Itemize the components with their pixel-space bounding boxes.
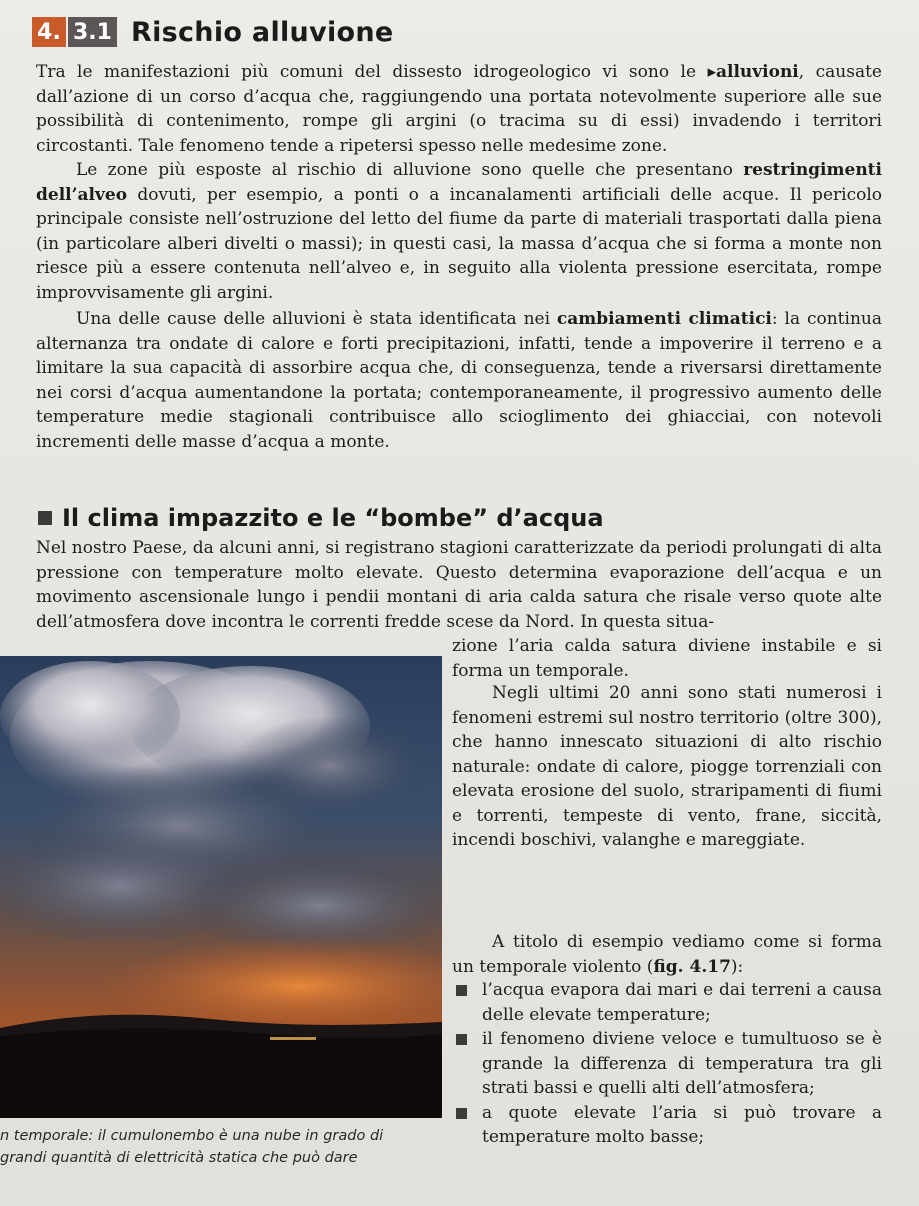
list-item: il fenomeno diviene veloce e tumultuoso se è grande la differenza di temperatura tra gli strati bassi e quelli alti dell’atmosfera; [452,1027,882,1101]
paragraph-alluvioni [36,60,882,158]
paragraph-alta-pressione: Nel nostro Paese, da alcuni anni, si registrano stagioni caratterizzate da periodi prolungati di alta pressione con temperature molto elevate. Questo determina evaporazione dell’acqua e un movimento ascensionale lungo i pendii montani di aria calda satura che risale verso quote alte dell’atmosfera dove incontra le correnti fredde scese da Nord. In questa situa- [36,538,882,632]
chapter-badge: 4. [32,17,66,47]
keyword-alluvioni: ▸alluvioni [707,62,799,82]
bullet-list [452,978,882,1150]
paragraph-zone-esposte [36,158,882,305]
figure-reference: fig. 4.17 [653,956,731,977]
paragraph-text: Tra le manifestazioni più comuni del dissesto idrogeologico vi sono le [36,62,708,82]
list-item: a quote elevate l’aria si può trovare a temperature molto basse; [452,1101,882,1150]
keyword-restringimenti: restringimenti dell’alveo [36,160,882,205]
square-bullet-icon [456,985,467,996]
subsection-heading [38,504,604,532]
list-item: l’acqua evapora dai mari e dai terreni a causa delle elevate temperature; [452,978,882,1027]
keyword-cambiamenti-climatici: cambiamenti climatici [556,309,772,329]
paragraph-temporale: zione l’aria calda satura diviene instabile e si forma un temporale. [452,636,882,681]
paragraph-text: , causate dall’azione di un corso d’acqua che, raggiungendo una portata notevolmente superiore alle sue possibilità di contenimento, rompe gli argini (o tracima su di essi) invadendo i territori circostanti. Tale fenomeno tende a ripetersi spesso nelle medesime zone. [36,62,882,156]
cumulonimbus-photo [0,656,442,1118]
paragraph-cause-climatiche [36,307,882,454]
subsection-title: Il clima impazzito e le “bombe” d’acqua [62,504,604,532]
square-bullet-icon [38,511,52,525]
paragraph-text: Le zone più esposte al rischio di alluvione sono quelle che presentano [76,160,744,180]
paragraph-text: dovuti, per esempio, a ponti o a incanalamenti artificiali delle acque. Il pericolo principale consiste nell’ostruzione del letto del fiume da parte di materiali trasportati dalla piena (in particolare alberi divelti o massi); in questi casi, la massa d’acqua che si forma a monte non riesce più a essere contenuta nell’alveo e, in seguito alla violenta pressione esercitata, rompe improvvisamente gli argini. [36,184,882,303]
section-title: Rischio alluvione [130,16,394,48]
square-bullet-icon [456,1034,467,1045]
paragraph-text: A titolo di esempio vediamo come si forma un temporale violento ( [452,932,882,977]
section-number-badge: 3.1 [68,17,117,47]
paragraph-text: Una delle cause delle alluvioni è stata identificata nei [76,309,557,329]
paragraph-text: ): [730,956,744,977]
paragraph-esempio [452,930,882,979]
storm-cloud-image [0,656,442,1118]
paragraph-fenomeni-estremi: Negli ultimi 20 anni sono stati numerosi i fenomeni estremi sul nostro territorio (oltre 300), che hanno innescato situazioni di alto rischio naturale: ondate di calore, piogge torrenziali con elevata erosione del suolo, straripamenti di fiumi e torrenti, tempeste di vento, frane, siccità, incendi boschivi, valanghe e mareggiate. [452,683,882,850]
paragraph-text: : la continua alternanza tra ondate di calore e forti precipitazioni, infatti, tende a impoverire il terreno e a limitare la sua capacità di assorbire acqua che, di conseguenza, tende a riversarsi direttamente nei corsi d’acqua aumentandone la portata; contemporaneamente, il progressivo aumento delle temperature medie stagionali contribuisce allo scioglimento dei ghiacciai, con notevoli incrementi delle masse d’acqua a monte. [36,309,882,452]
photo-caption: n temporale: il cumulonembo è una nube in grado di grandi quantità di elettricità statica che può dare [0,1128,384,1166]
square-bullet-icon [456,1108,467,1119]
section-heading [32,12,394,52]
